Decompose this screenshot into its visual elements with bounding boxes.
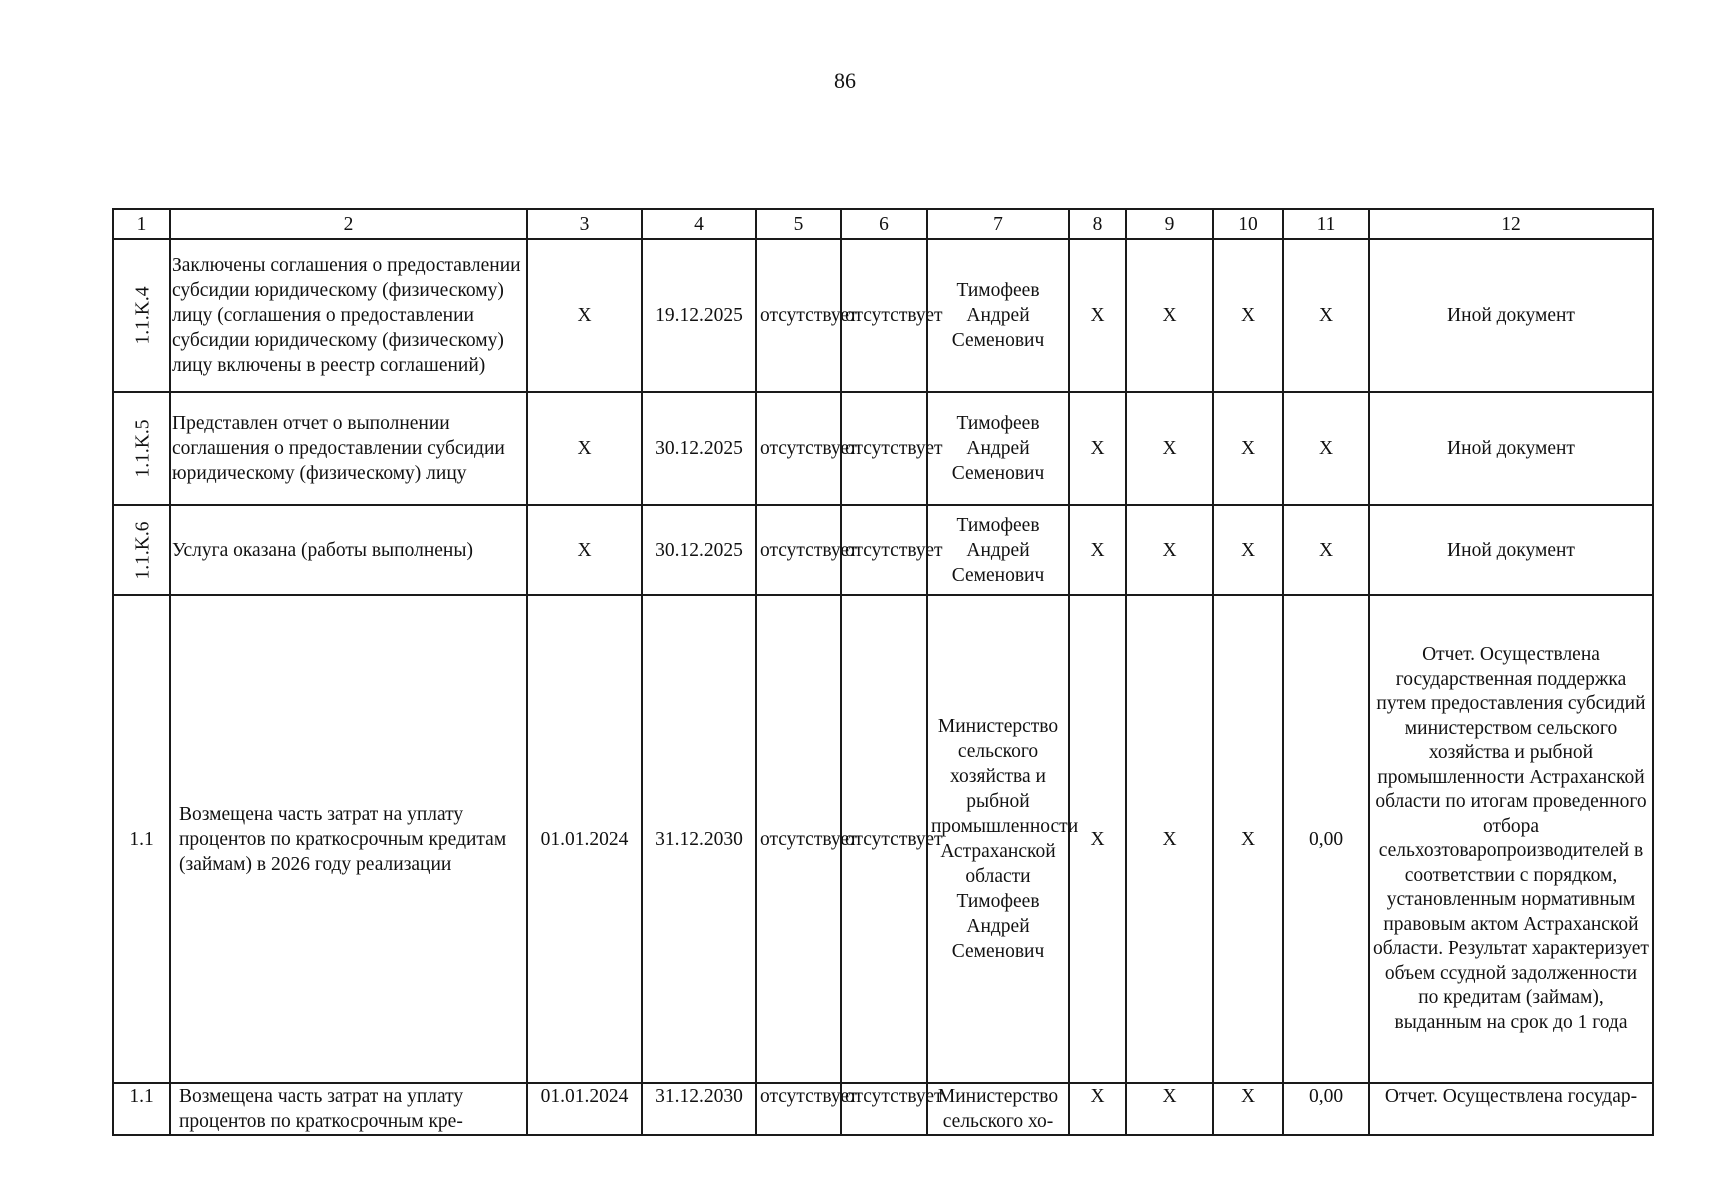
cell-col4: 30.12.2025	[642, 505, 756, 595]
cell-col9: X	[1126, 1083, 1213, 1135]
row-name: Возмещена часть затрат на уплату процентов по краткосрочным кре-	[170, 1083, 527, 1135]
cell-col7: Министерство сельского хозяйства и рыбной промышленности Астраханской области Тимофеев Андрей Семенович	[927, 595, 1069, 1083]
cell-col3: 01.01.2024	[527, 595, 642, 1083]
cell-col6: отсутствует	[841, 392, 927, 505]
cell-col10: X	[1213, 1083, 1283, 1135]
cell-col3: 01.01.2024	[527, 1083, 642, 1135]
cell-col5: отсутствует	[756, 505, 841, 595]
cell-col3: X	[527, 239, 642, 392]
table-row	[113, 595, 1653, 1083]
cell-col12: Иной документ	[1369, 505, 1653, 595]
header-cell: 6	[841, 209, 927, 239]
header-row	[113, 209, 1653, 239]
cell-col7: Тимофеев Андрей Семенович	[927, 239, 1069, 392]
cell-col11: X	[1283, 392, 1369, 505]
header-cell: 7	[927, 209, 1069, 239]
cell-col10: X	[1213, 595, 1283, 1083]
header-cell: 11	[1283, 209, 1369, 239]
row-number	[113, 239, 170, 392]
cell-col3: X	[527, 392, 642, 505]
cell-col9: X	[1126, 505, 1213, 595]
cell-col9: X	[1126, 239, 1213, 392]
row-name: Представлен отчет о выполнении соглашения о предоставлении субсидии юридическому (физическому) лицу	[170, 392, 527, 505]
cell-col10: X	[1213, 392, 1283, 505]
row-number-text: 1.1.K.6	[132, 521, 154, 579]
cell-col8: X	[1069, 505, 1126, 595]
cell-col7: Министерство сельского хо-	[927, 1083, 1069, 1135]
cell-col6: отсутствует	[841, 239, 927, 392]
cell-col4: 31.12.2030	[642, 595, 756, 1083]
row-number-text: 1.1.K.4	[132, 286, 154, 345]
header-cell: 3	[527, 209, 642, 239]
cell-col11: X	[1283, 505, 1369, 595]
row-name: Заключены соглашения о предоставлении субсидии юридическому (физическому) лицу (соглашения о предоставлении субсидии юридическому (физическому) лицу включены в реестр соглашений)	[170, 239, 527, 392]
cell-col5: отсутствует	[756, 1083, 841, 1135]
cell-col4: 19.12.2025	[642, 239, 756, 392]
cell-col4: 31.12.2030	[642, 1083, 756, 1135]
cell-col11: 0,00	[1283, 1083, 1369, 1135]
table-row	[113, 505, 1653, 595]
header-cell: 4	[642, 209, 756, 239]
table-row	[113, 239, 1653, 392]
cell-col12: Отчет. Осуществлена государ-	[1369, 1083, 1653, 1135]
page-number: 86	[834, 68, 856, 93]
row-name: Возмещена часть затрат на уплату процентов по краткосрочным кредитам (займам) в 2026 году реализации	[170, 595, 527, 1083]
row-number	[113, 505, 170, 595]
header-cell: 1	[113, 209, 170, 239]
plan-table	[112, 208, 1654, 1136]
cell-col6: отсутствует	[841, 1083, 927, 1135]
table-row	[113, 1083, 1653, 1135]
cell-col8: X	[1069, 1083, 1126, 1135]
row-number	[113, 392, 170, 505]
cell-col6: отсутствует	[841, 595, 927, 1083]
cell-col7: Тимофеев Андрей Семенович	[927, 392, 1069, 505]
cell-col12: Отчет. Осуществлена государственная поддержка путем предоставления субсидий министерством сельского хозяйства и рыбной промышленности Астраханской области по итогам проведенного отбора сельхозтоваропроизводителей в соответствии с порядком, установленным нормативным правовым актом Астраханской области. Результат характеризует объем ссудной задолженности по кредитам (займам), выданным на срок до 1 года	[1369, 595, 1653, 1083]
row-name: Услуга оказана (работы выполнены)	[170, 505, 527, 595]
row-number: 1.1	[113, 1083, 170, 1135]
cell-col5: отсутствует	[756, 392, 841, 505]
cell-col12: Иной документ	[1369, 392, 1653, 505]
header-cell: 2	[170, 209, 527, 239]
table-row	[113, 392, 1653, 505]
header-cell: 5	[756, 209, 841, 239]
cell-col3: X	[527, 505, 642, 595]
header-cell: 9	[1126, 209, 1213, 239]
cell-col5: отсутствует	[756, 239, 841, 392]
cell-col4: 30.12.2025	[642, 392, 756, 505]
header-cell: 12	[1369, 209, 1653, 239]
cell-col8: X	[1069, 595, 1126, 1083]
cell-col9: X	[1126, 392, 1213, 505]
cell-col5: отсутствует	[756, 595, 841, 1083]
row-number-text: 1.1.K.5	[132, 419, 154, 478]
header-cell: 10	[1213, 209, 1283, 239]
cell-col8: X	[1069, 239, 1126, 392]
cell-col9: X	[1126, 595, 1213, 1083]
row-number: 1.1	[113, 595, 170, 1083]
cell-col10: X	[1213, 505, 1283, 595]
cell-col11: 0,00	[1283, 595, 1369, 1083]
cell-col11: X	[1283, 239, 1369, 392]
cell-col6: отсутствует	[841, 505, 927, 595]
header-cell: 8	[1069, 209, 1126, 239]
cell-col10: X	[1213, 239, 1283, 392]
cell-col7: Тимофеев Андрей Семенович	[927, 505, 1069, 595]
cell-col8: X	[1069, 392, 1126, 505]
cell-col12: Иной документ	[1369, 239, 1653, 392]
